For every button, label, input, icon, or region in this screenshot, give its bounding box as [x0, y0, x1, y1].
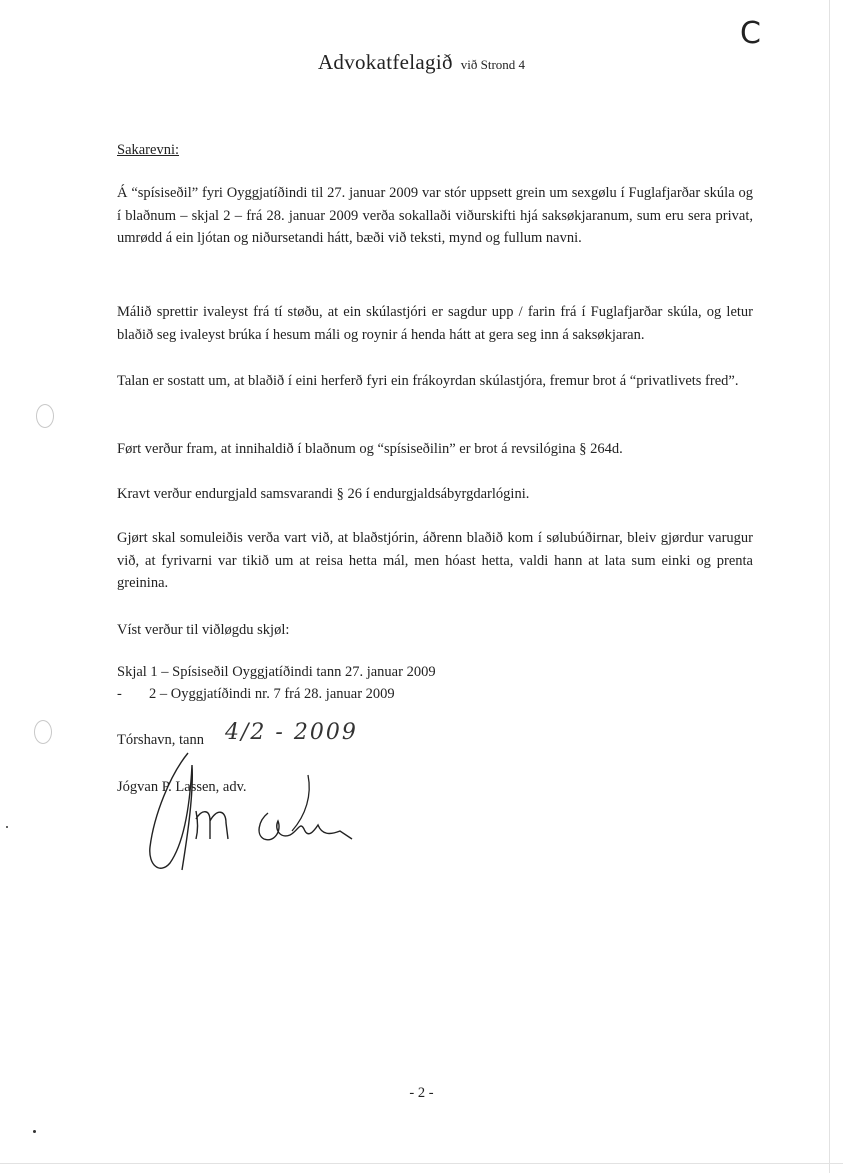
paragraph: Gjørt skal somuleiðis verða vart við, at blaðstjórin, áðrenn blaðið kom í sølubúðirnar, bleiv gjørdur varugur við, at fyrivarni var tikið um at reisa hetta mál, men hóast hetta, valdi hann at lata sum einki og prenta greinina. — [117, 530, 753, 591]
paragraph: Málið sprettir ivaleyst frá tí støðu, at ein skúlastjóri er sagdur upp / farin frá í Fuglafjarðar skúla, og letur blaðið seg ivaleyst brúka í hesum máli og roynir á henda hátt at gera seg inn á saksøkjaran. — [117, 304, 753, 343]
page-edge — [0, 1163, 843, 1164]
corner-mark: C — [740, 16, 761, 51]
handwritten-date: 4/2 - 2009 — [225, 720, 358, 745]
signature-scribble — [140, 735, 370, 885]
attachment-line — [117, 686, 395, 703]
letterhead — [0, 50, 843, 75]
paragraph: Kravt verður endurgjald samsvarandi § 26 í endurgjaldsábyrgdarlógini. — [117, 486, 530, 502]
punch-hole — [34, 720, 52, 744]
firm-name: Advokatfelagið — [317, 50, 453, 74]
signer-name: Jógvan P. Lassen, adv. — [117, 779, 247, 795]
paragraph: Ført verður fram, at innihaldið í blaðnum og “spísiseðilin” er brot á revsilógina § 264d. — [117, 441, 623, 457]
page-number: - 2 - — [409, 1085, 434, 1101]
attachment-line-text: 2 – Oyggjatíðindi nr. 7 frá 28. januar 2009 — [149, 686, 395, 702]
paragraph: Víst verður til viðløgdu skjøl: — [117, 622, 290, 638]
punch-hole — [36, 404, 54, 428]
attachment-line: Skjal 1 – Spísiseðil Oyggjatíðindi tann 27. januar 2009 — [117, 664, 436, 680]
place-date-label: Tórshavn, tann — [117, 732, 204, 748]
scan-speck — [33, 1130, 36, 1133]
scan-speck — [6, 826, 8, 828]
firm-address: við Strond 4 — [460, 57, 526, 72]
attachment-dash: - — [117, 686, 122, 702]
paragraph: Talan er sostatt um, at blaðið í eini herferð fyri ein frákoyrdan skúlastjóra, fremur brot á “privatlivets fred”. — [117, 373, 739, 389]
subject-heading: Sakarevni: — [117, 142, 180, 158]
paragraph: Á “spísiseðil” fyri Oyggjatíðindi til 27. januar 2009 var stór uppsett grein um sexgølu í Fuglafjarðar skúla og í blaðnum – skjal 2 – frá 28. januar 2009 verða sokallaði viðurskifti hjá saksøkjaranum, sum eru sera privat, umrødd á ein ljótan og niðursetandi hátt, bæði við teksti, mynd og fullum navni. — [117, 185, 753, 246]
page-edge — [829, 0, 830, 1173]
